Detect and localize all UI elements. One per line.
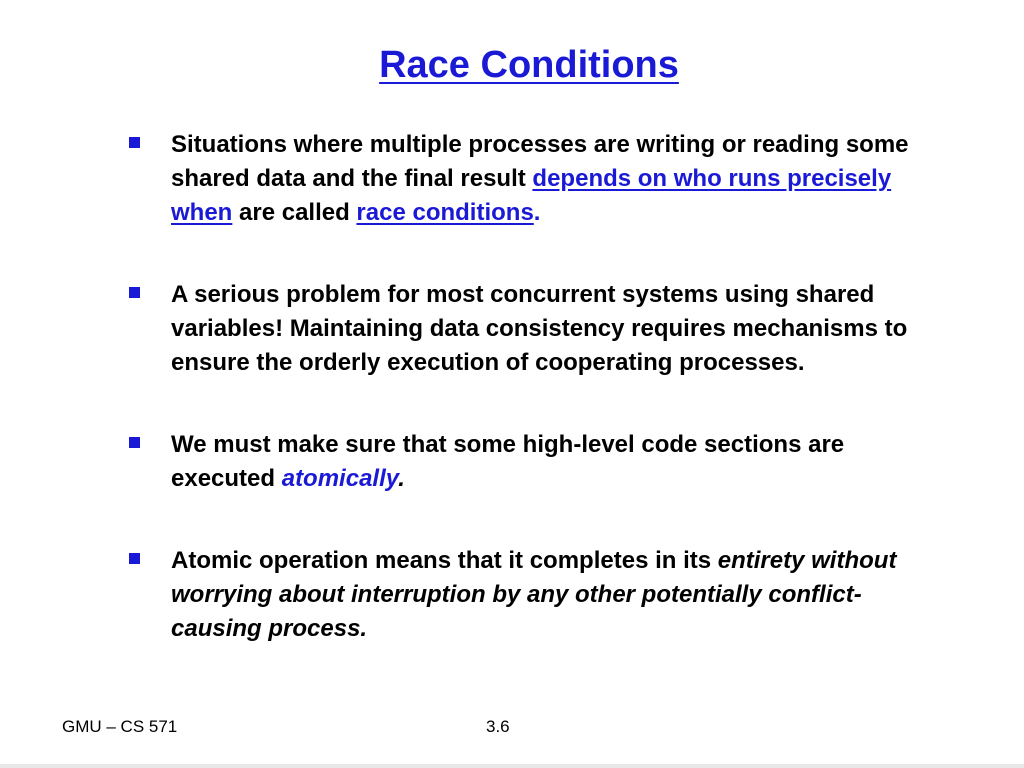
slide-title	[0, 40, 1024, 90]
bullet-text: are called	[232, 199, 357, 226]
bullet-list	[126, 128, 936, 694]
bullet-italic-text: entirety without worrying about interruption by any other potentially conflict-causing process.	[171, 547, 897, 642]
footer-page-number: 3.6	[486, 717, 510, 736]
bullet-text: A serious problem for most concurrent systems using shared variables! Maintaining data consistency requires mechanisms to ensure the orderly execution of cooperating processes.	[171, 281, 908, 376]
bullet-text: We must make sure that some high-level code sections are executed	[171, 431, 845, 492]
bottom-divider	[0, 764, 1024, 768]
bullet-serious-problem	[126, 278, 936, 380]
footer-course: GMU – CS 571	[62, 717, 178, 736]
term-atomically: atomically	[281, 465, 399, 492]
bullet-period: .	[398, 465, 405, 492]
square-bullet-icon	[129, 137, 140, 148]
bullet-text: Atomic operation means that it completes in its	[171, 547, 718, 574]
term-depends-on-who-runs[interactable]: depends on who runs precisely when	[171, 165, 892, 226]
square-bullet-icon	[129, 437, 140, 448]
bullet-atomic-operation	[126, 544, 936, 646]
bullet-period: .	[533, 199, 541, 226]
bullet-race-condition-definition	[126, 128, 936, 230]
term-race-conditions[interactable]: race conditions	[356, 199, 534, 226]
square-bullet-icon	[129, 553, 140, 564]
square-bullet-icon	[129, 287, 140, 298]
bullet-text: Situations where multiple processes are writing or reading some shared data and the final result	[171, 131, 909, 192]
slide-title-text: Race Conditions	[379, 44, 679, 86]
bullet-atomic-execution	[126, 428, 936, 496]
